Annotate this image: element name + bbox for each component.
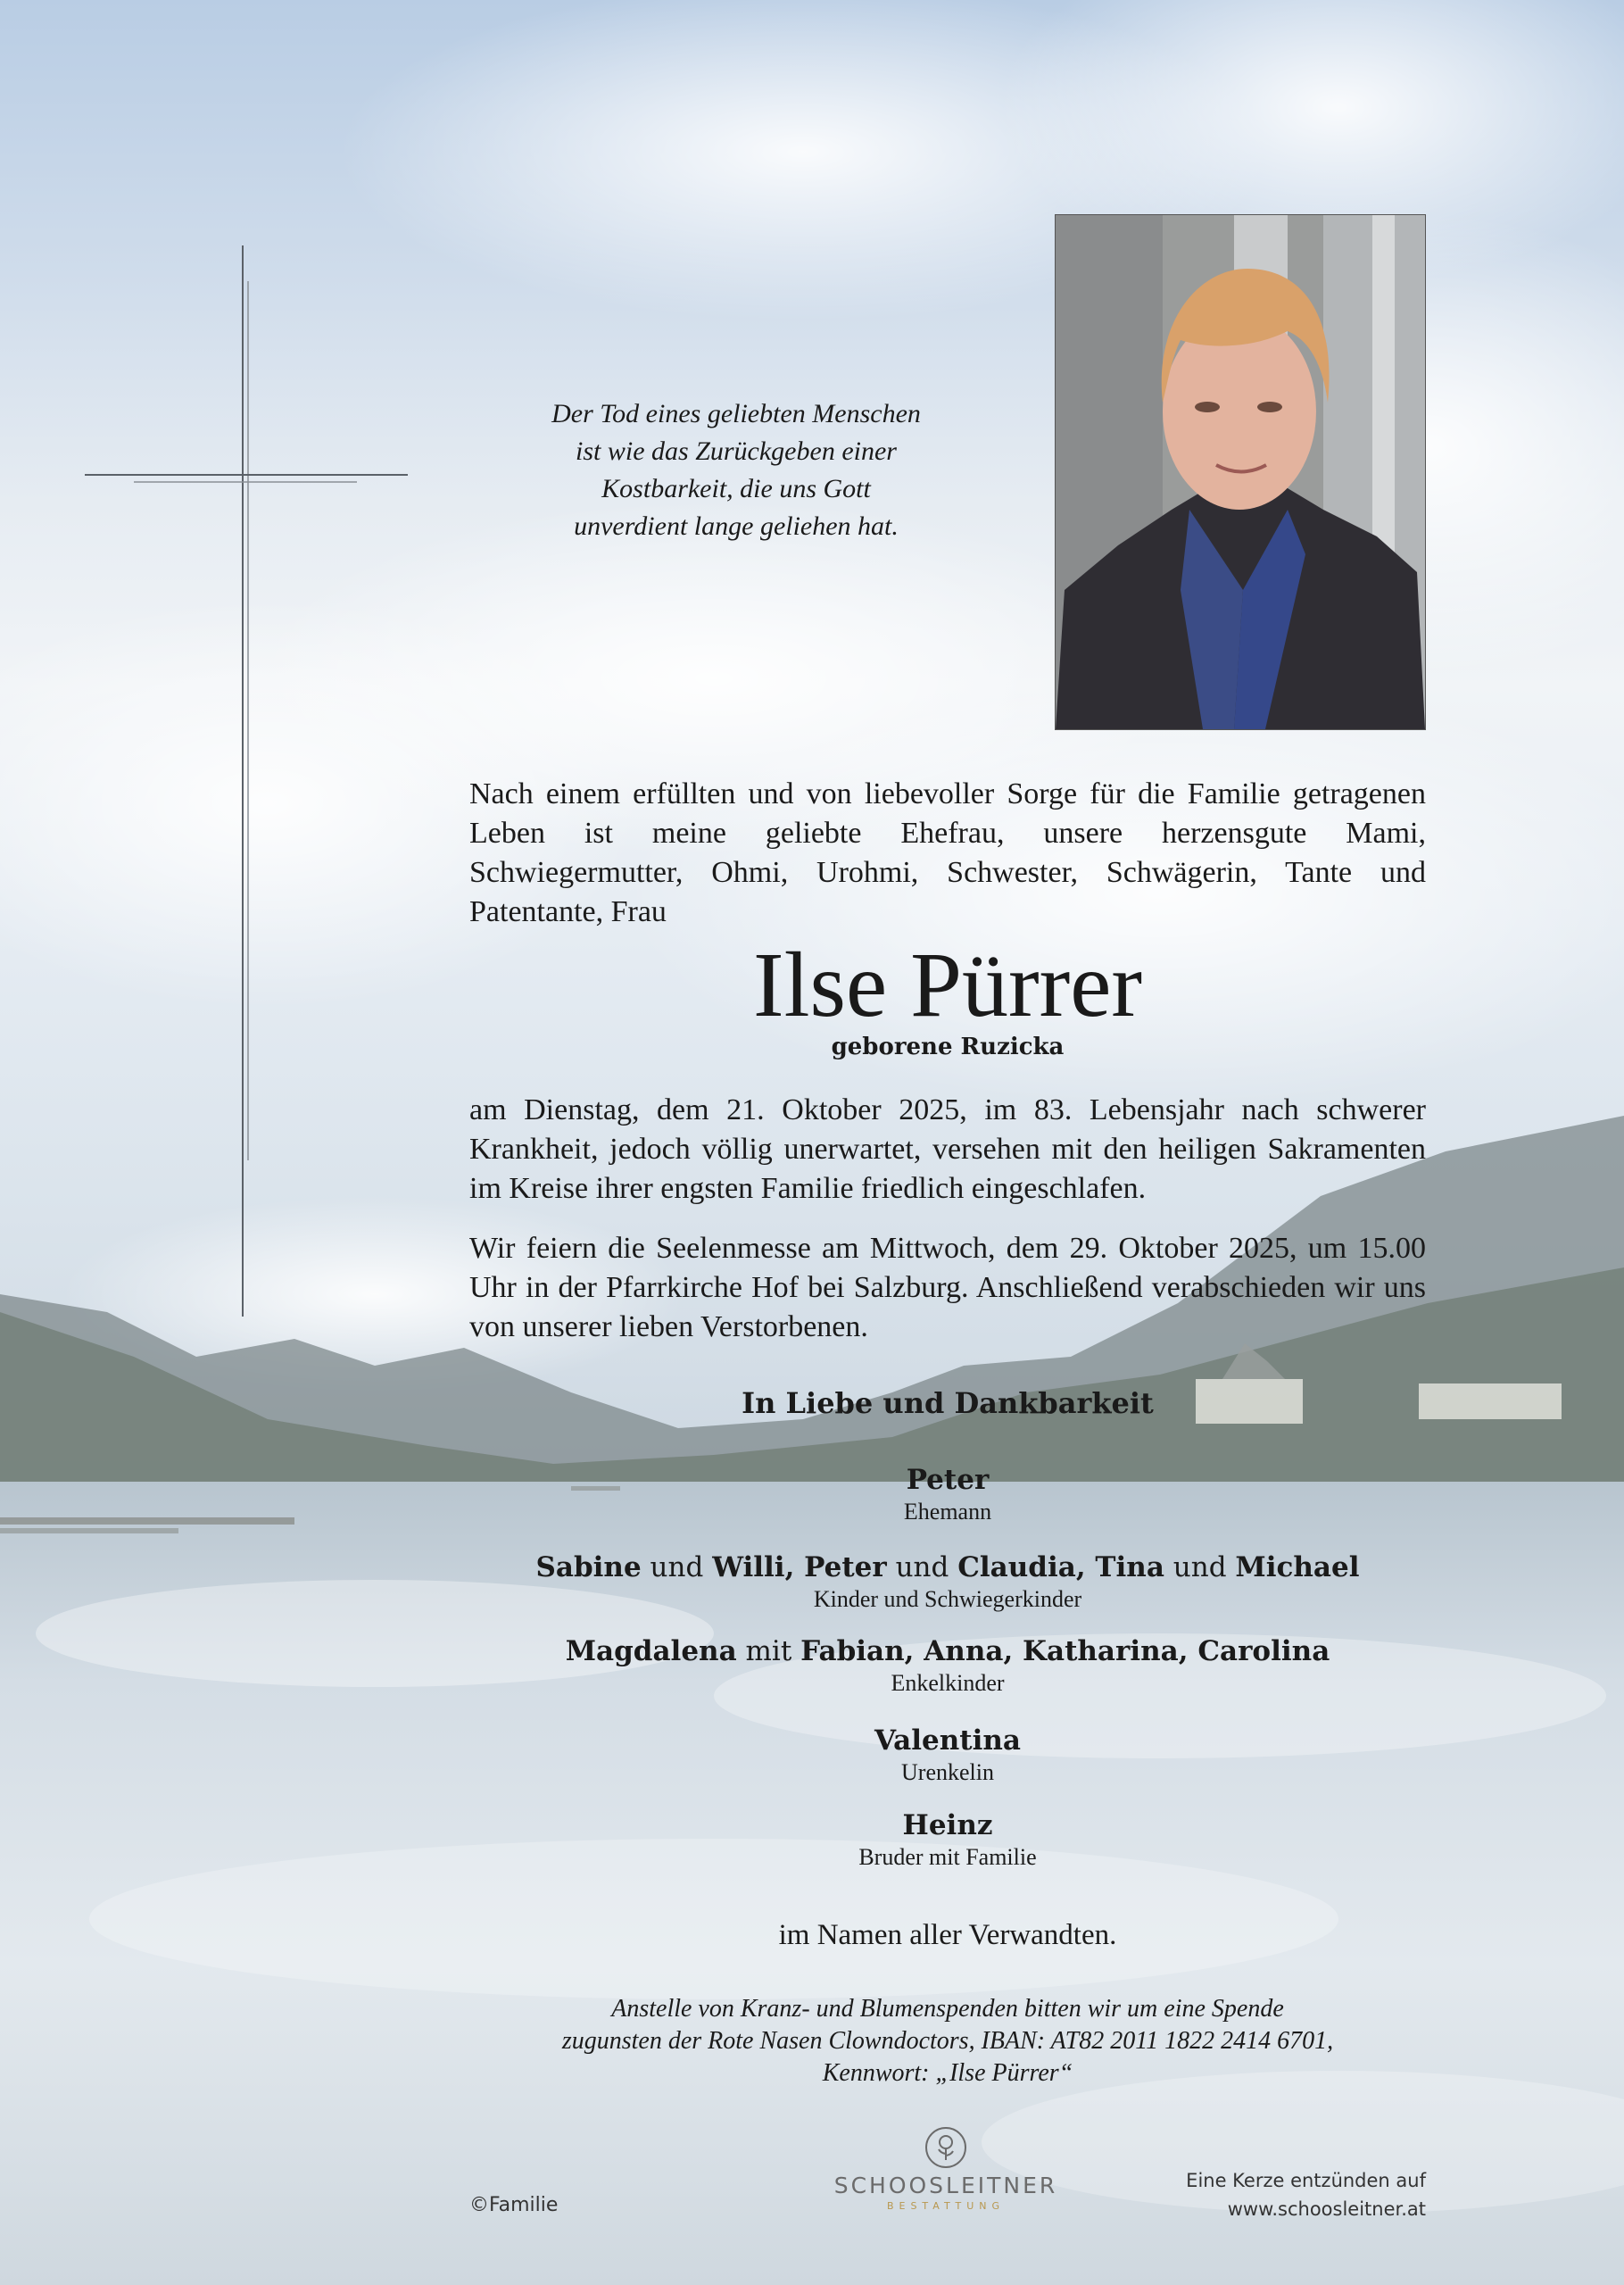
quote-line: unverdient lange geliehen hat.	[574, 511, 899, 541]
logo-subtitle: BESTATTUNG	[886, 2200, 1006, 2212]
mourner-name: Michael	[1235, 1551, 1360, 1583]
mourner-name: Claudia, Tina	[957, 1551, 1164, 1583]
mourner-name: Sabine	[535, 1551, 642, 1583]
website-link[interactable]: www.schoosleitner.at	[1227, 2198, 1426, 2220]
donation-note	[469, 1993, 1426, 2090]
deceased-name: Ilse Pürrer	[752, 934, 1143, 1036]
quote-line: Der Tod eines geliebten Menschen	[551, 399, 921, 428]
mourner-name: Magdalena	[565, 1635, 737, 1667]
mourner-relation: Enkelkinder	[891, 1670, 1005, 1696]
connector: und	[895, 1551, 949, 1583]
mourner-group-brother	[469, 1807, 1426, 1872]
funeral-home-logo	[830, 2126, 1062, 2212]
relatives-line: im Namen aller Verwandten.	[778, 1919, 1117, 1951]
intro-paragraph: Nach einem erfüllten und von liebevoller Sorge für die Familie getragenen Leben ist meine geliebte Ehefrau, unsere herzensgute Mami, Schwiegermutter, Ohmi, Urohmi, Schwester, Schwägerin, Tante und Patentante, Frau	[469, 777, 1426, 928]
mourner-group-children	[469, 1550, 1426, 1614]
logo-name: SCHOOSLEITNER	[833, 2173, 1058, 2198]
connector: mit	[745, 1635, 792, 1667]
mourner-group-great-grandchild	[469, 1723, 1426, 1787]
candle-text: Eine Kerze entzünden auf	[1186, 2170, 1426, 2191]
memorial-quote	[482, 395, 990, 545]
connector: und	[1172, 1551, 1227, 1583]
quote-line: ist wie das Zurückgeben einer	[576, 436, 897, 466]
donation-line: zugunsten der Rote Nasen Clowndoctors, IBAN: AT82 2011 1822 2414 6701,	[561, 2027, 1334, 2055]
service-notice: Wir feiern die Seelenmesse am Mittwoch, dem 29. Oktober 2025, um 15.00 Uhr in der Pfarrkirche Hof bei Salzburg. Anschließend verabschieden wir uns von unserer lieben Verstorbenen.	[469, 1232, 1426, 1343]
death-notice: am Dienstag, dem 21. Oktober 2025, im 83. Lebensjahr nach schwerer Krankheit, jedoch völlig unerwartet, versehen mit den heiligen Sakramenten im Kreise ihrer engsten Familie friedlich eingeschlafen.	[469, 1093, 1426, 1205]
photo-credit: ©Familie	[469, 2194, 559, 2216]
mourner-relation: Ehemann	[903, 1499, 992, 1525]
portrait-photo	[1055, 214, 1426, 730]
mourner-relation: Bruder mit Familie	[858, 1844, 1037, 1870]
mourner-group-grandchildren	[469, 1633, 1426, 1698]
mourner-group-husband	[469, 1462, 1426, 1526]
mourner-name: Heinz	[902, 1809, 993, 1841]
mourner-name: Fabian, Anna, Katharina, Carolina	[800, 1635, 1330, 1667]
candle-link[interactable]	[1186, 2166, 1426, 2223]
maiden-name: geborene Ruzicka	[831, 1034, 1065, 1060]
quote-line: Kostbarkeit, die uns Gott	[601, 474, 871, 503]
connector: und	[650, 1551, 704, 1583]
donation-line: Kennwort: „Ilse Pürrer“	[822, 2059, 1073, 2087]
mourner-relation: Kinder und Schwiegerkinder	[813, 1586, 1082, 1612]
mourner-name: Valentina	[874, 1724, 1022, 1757]
rose-icon	[924, 2126, 967, 2169]
cross-icon	[0, 0, 419, 1339]
closing-line: In Liebe und Dankbarkeit	[742, 1386, 1154, 1420]
donation-line: Anstelle von Kranz- und Blumenspenden bitten wir um eine Spende	[611, 1995, 1284, 2023]
mourner-name: Peter	[906, 1464, 990, 1496]
mourner-relation: Urenkelin	[901, 1759, 994, 1785]
mourner-name: Willi, Peter	[712, 1551, 887, 1583]
